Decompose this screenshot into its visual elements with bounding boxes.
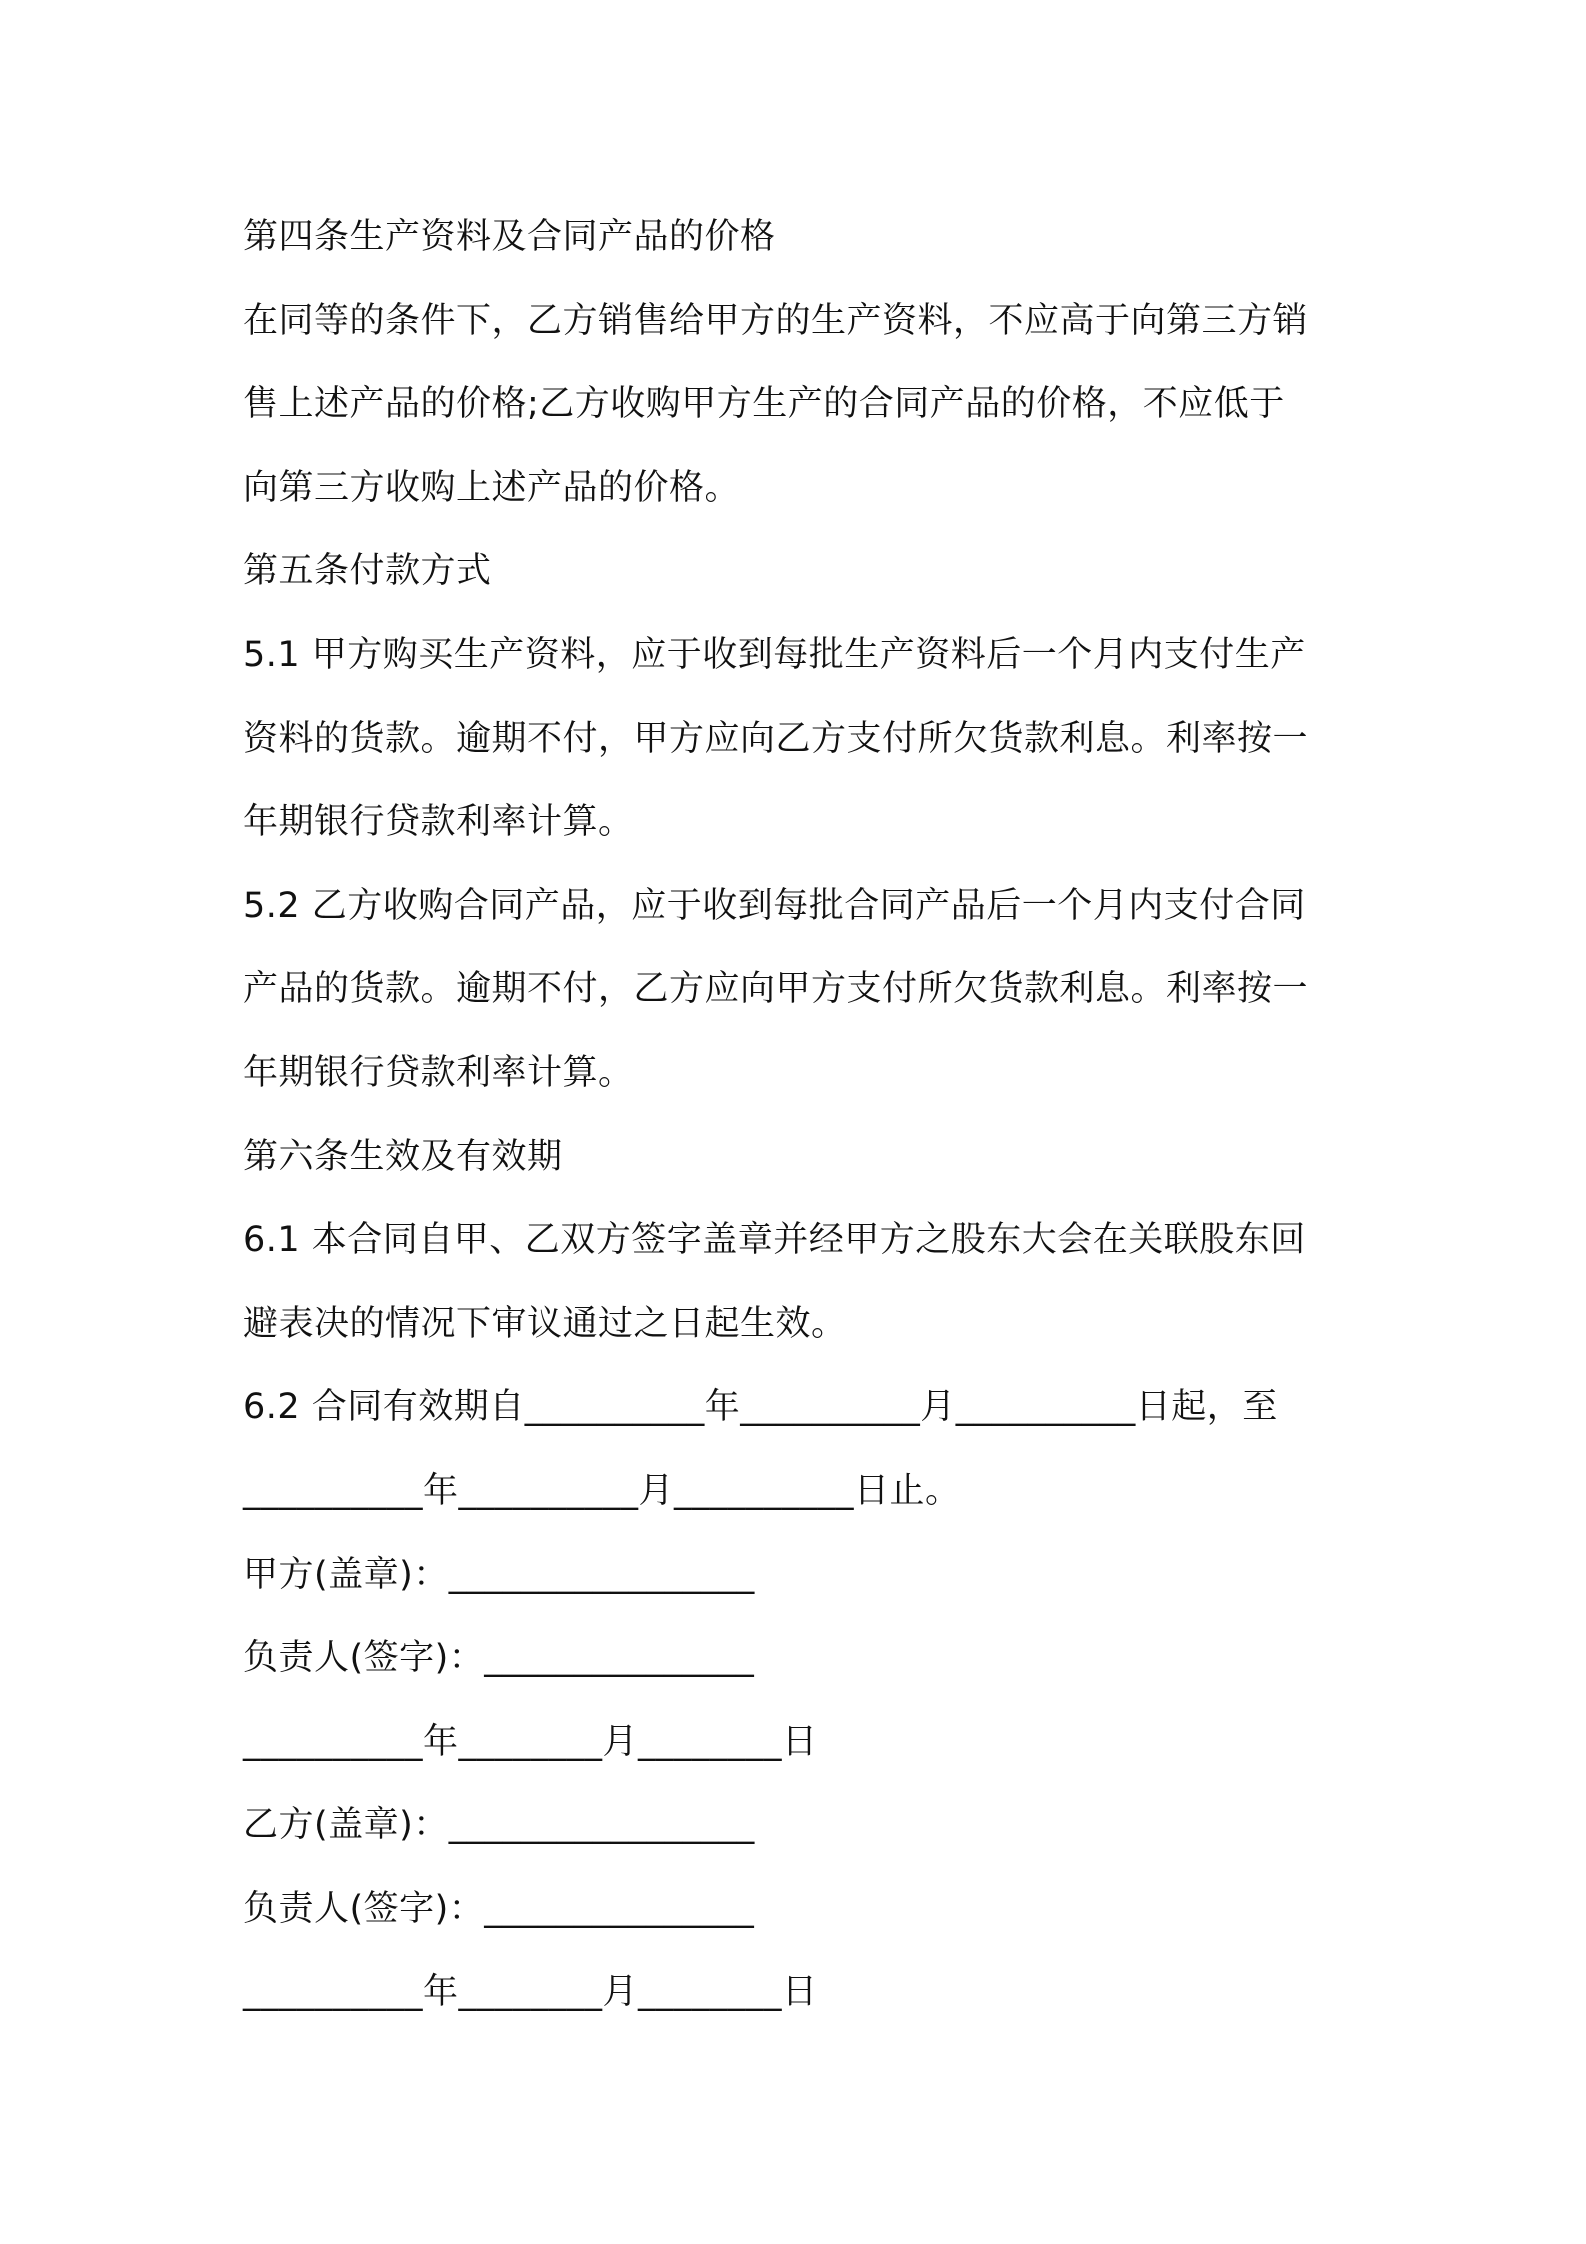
party-b-seal-line: 乙方(盖章)：_________________ xyxy=(243,1805,755,1846)
article-4-heading: 第四条生产资料及合同产品的价格 xyxy=(243,217,776,257)
clause-5-1-line-3: 年期银行贷款利率计算。 xyxy=(243,802,634,843)
clause-6-2-line-1: 6.2 合同有效期自__________年__________月__________日起，至 xyxy=(243,1387,1278,1428)
clause-5-2-line-2: 产品的货款。逾期不付，乙方应向甲方支付所欠货款利息。利率按一 xyxy=(243,969,1309,1010)
clause-6-1-line-1: 6.1 本合同自甲、乙双方签字盖章并经甲方之股东大会在关联股东回 xyxy=(243,1220,1306,1261)
party-b-date-line: __________年________月________日 xyxy=(243,1972,818,2013)
clause-5-1-line-1: 5.1 甲方购买生产资料，应于收到每批生产资料后一个月内支付生产 xyxy=(243,634,1306,675)
clause-6-2-line-2: __________年__________月__________日止。 xyxy=(243,1470,961,1511)
party-b-signatory-line: 负责人(签字)：_______________ xyxy=(243,1888,755,1929)
article-4-text-line-3: 向第三方收购上述产品的价格。 xyxy=(243,467,741,508)
party-a-seal-line: 甲方(盖章)：_________________ xyxy=(243,1554,755,1595)
article-4-text-line-1: 在同等的条件下，乙方销售给甲方的生产资料，不应高于向第三方销 xyxy=(243,300,1309,341)
party-a-signatory-line: 负责人(签字)：_______________ xyxy=(243,1638,755,1679)
document-body xyxy=(243,196,1363,2035)
clause-5-2-line-3: 年期银行贷款利率计算。 xyxy=(243,1052,634,1093)
clause-5-2-line-1: 5.2 乙方收购合同产品，应于收到每批合同产品后一个月内支付合同 xyxy=(243,885,1306,926)
party-a-date-line: __________年________月________日 xyxy=(243,1721,818,1762)
clause-6-1-line-2: 避表决的情况下审议通过之日起生效。 xyxy=(243,1303,847,1344)
article-5-heading: 第五条付款方式 xyxy=(243,551,492,592)
article-6-heading: 第六条生效及有效期 xyxy=(243,1136,563,1177)
article-4-text-line-2: 售上述产品的价格;乙方收购甲方生产的合同产品的价格，不应低于 xyxy=(243,384,1285,425)
clause-5-1-line-2: 资料的货款。逾期不付，甲方应向乙方支付所欠货款利息。利率按一 xyxy=(243,718,1309,759)
